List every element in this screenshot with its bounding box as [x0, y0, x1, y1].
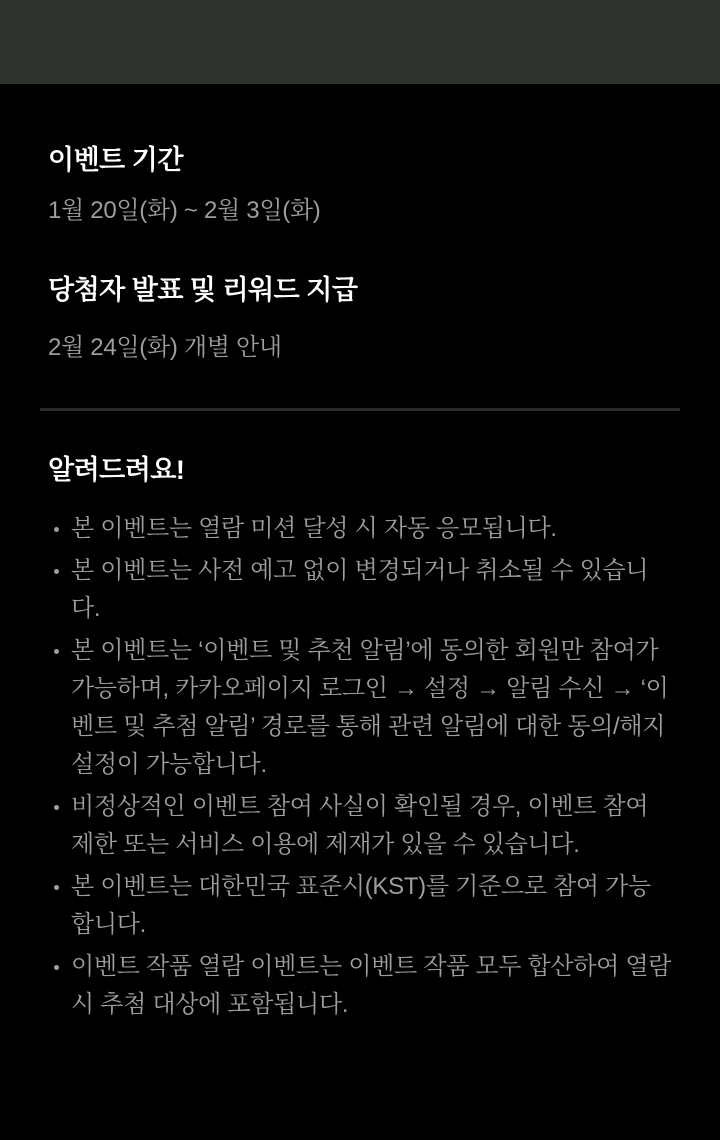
notice-title: 알려드려요! [48, 455, 185, 485]
event-info-panel [0, 143, 720, 1024]
notice-item [48, 510, 672, 548]
section-divider [40, 408, 680, 411]
notice-item-text: 본 이벤트는 대한민국 표준시(KST)를 기준으로 참여 가능합니다. [71, 873, 651, 938]
notice-item-text: 본 이벤트는 ‘이벤트 및 추천 알림’에 동의한 회원만 참여가 가능하며, 카카오페이지 로그인 → 설정 → 알림 수신 → ‘이벤트 및 추첨 알림’ 경로를 통해 관련 알림에 대한 동의/해지 설정이 가능합니다. [71, 637, 669, 778]
notice-item-text: 본 이벤트는 열람 미션 달성 시 자동 응모됩니다. [71, 515, 557, 542]
winner-announcement-title: 당첨자 발표 및 리워드 지급 [48, 275, 358, 305]
event-period-title: 이벤트 기간 [48, 145, 183, 175]
notice-item [48, 788, 672, 864]
notice-list [48, 510, 672, 1024]
bullet-dot-icon [54, 527, 59, 532]
bullet-dot-icon [54, 569, 59, 574]
notice-item-text: 본 이벤트는 사전 예고 없이 변경되거나 취소될 수 있습니다. [71, 557, 649, 622]
winner-announcement-value: 2월 24일(화) 개별 안내 [48, 334, 282, 361]
notice-item-text: 비정상적인 이벤트 참여 사실이 확인될 경우, 이벤트 참여 제한 또는 서비스 이용에 제재가 있을 수 있습니다. [71, 793, 649, 858]
bullet-dot-icon [54, 649, 59, 654]
notice-item [48, 552, 672, 628]
bullet-dot-icon [54, 885, 59, 890]
notice-item [48, 948, 672, 1024]
bullet-dot-icon [54, 965, 59, 970]
notice-item [48, 632, 672, 784]
notice-item [48, 868, 672, 944]
bullet-dot-icon [54, 805, 59, 810]
top-banner-strip [0, 0, 720, 84]
notice-item-text: 이벤트 작품 열람 이벤트는 이벤트 작품 모두 합산하여 열람 시 추첨 대상에 포함됩니다. [71, 953, 672, 1018]
event-period-value: 1월 20일(화) ~ 2월 3일(화) [48, 197, 321, 224]
